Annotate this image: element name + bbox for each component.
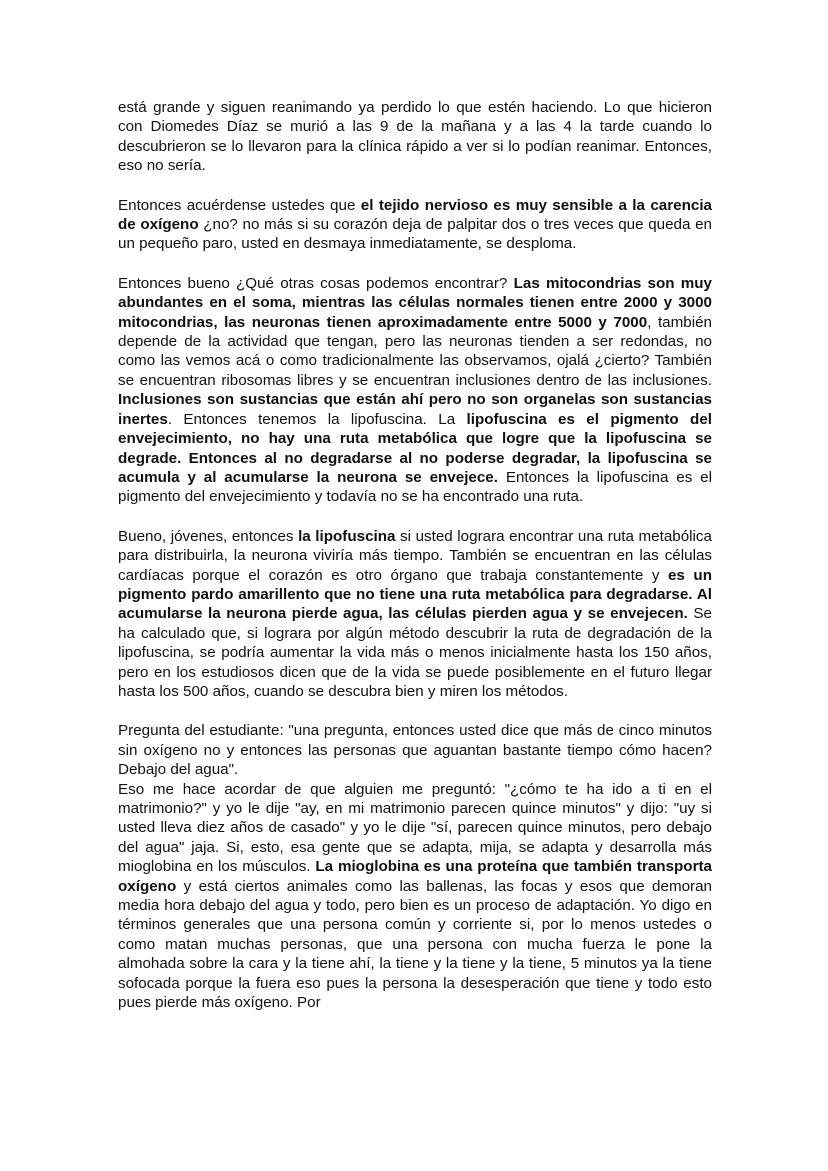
- paragraph: [118, 274, 712, 507]
- text-run: Entonces la lipofuscina es el pigmento del envejecimiento y todavía no se ha encontrado una ruta.: [118, 468, 712, 506]
- text-run: ¿no? no más si su corazón deja de palpitar dos o tres veces que queda en un pequeño paro, usted en desmaya inmediatamente, se desploma.: [118, 216, 712, 253]
- text-run: si usted lograra encontrar una ruta metabólica para distribuirla, la neurona viviría más tiempo. También se encuentran en las células cardíacas porque el corazón es otro órgano que trabaja constantemente y: [118, 527, 712, 584]
- text-run: Eso me hace acordar de que alguien me preguntó: "¿cómo te ha ido a ti en el matrimonio?" y yo le dije "ay, en mi matrimonio parecen quince minutos" y dijo: "uy si usted lleva diez años de casado" y yo le dije "sí, parecen quince minutos, pero debajo del agua" jaja. Si, esto, esa gente que se adapta, mija, se adapta y desarrolla más mioglobina en los músculos.: [118, 780, 712, 876]
- paragraph: [118, 527, 712, 702]
- text-run: y está ciertos animales como las ballenas, las focas y esos que demoran media hora debajo del agua y todo, pero bien es un proceso de adaptación. Yo digo en términos generales que una persona común y corriente si, por lo menos ustedes o como matan muchas personas, que una persona con mucha fuerza le pone la almohada sobre la cara y la tiene ahí, la tiene y la tiene y la tiene, 5 minutos ya la tiene sofocada porque la fuera eso pues la persona la desesperación que tiene y todo esto pues pierde más oxígeno. Por: [118, 877, 712, 1012]
- paragraph: [118, 780, 712, 1013]
- paragraph: [118, 196, 712, 254]
- bold-text-run: es un pigmento pardo amarillento que no tiene una ruta metabólica para degradarse. Al acumularse la neurona pierde agua, las células pierden agua y se envejecen.: [118, 566, 712, 623]
- bold-text-run: el tejido nervioso es muy sensible a la carencia de oxígeno: [118, 196, 712, 234]
- text-run: , también depende de la actividad que tengan, pero las neuronas tienden a ser redondas, no como las vemos acá o como tradicionalmente las observamos, ojalá ¿cierto? También se encuentran ribosomas libres y se encuentran inclusiones dentro de las inclusiones.: [118, 313, 712, 389]
- text-run: Entonces bueno ¿Qué otras cosas podemos encontrar?: [118, 274, 514, 292]
- paragraph: [118, 721, 712, 779]
- text-run: Bueno, jóvenes, entonces: [118, 527, 299, 545]
- bold-text-run: Las mitocondrias son muy abundantes en el soma, mientras las células normales tienen entre 2000 y 3000 mitocondrias, las neuronas tienen aproximadamente entre 5000 y 7000: [118, 274, 713, 331]
- bold-text-run: lipofuscina es el pigmento del envejecimiento, no hay una ruta metabólica que logre que la lipofuscina se degrade. Entonces al no degradarse al no poderse degradar, la lipofuscina se acumula y al acumularse la neurona se envejece.: [118, 410, 712, 486]
- text-run: está grande y siguen reanimando ya perdido lo que estén haciendo. Lo que hicieron con Diomedes Díaz se murió a las 9 de la mañana y a las 4 la tarde cuando lo descubrieron se lo llevaron para la clínica rápido a ver si lo podían reanimar. Entonces, eso no sería.: [118, 99, 712, 175]
- text-run: Entonces acuérdense ustedes que: [118, 196, 361, 214]
- text-run: . Entonces tenemos la lipofuscina. La: [167, 410, 467, 428]
- bold-text-run: La mioglobina es una proteína que también transporta oxígeno: [118, 858, 712, 895]
- paragraph: [118, 98, 712, 176]
- text-run: Se ha calculado que, si lograra por algún método descubrir la ruta de degradación de la lipofuscina, se podría aumentar la vida más o menos inicialmente hasta los 150 años, pero en los estudiosos dicen que de la vida se puede posiblemente en el futuro llegar hasta los 500 años, cuando se descubra bien y miren los métodos.: [118, 605, 713, 700]
- document-body: [118, 98, 712, 1032]
- bold-text-run: Inclusiones son sustancias que están ahí pero no son organelas son sustancias inertes: [118, 391, 712, 428]
- text-run: Pregunta del estudiante: "una pregunta, entonces usted dice que más de cinco minutos sin oxígeno no y entonces las personas que aguantan bastante tiempo cómo hacen? Debajo del agua".: [118, 722, 712, 779]
- bold-text-run: la lipofuscina: [298, 527, 396, 545]
